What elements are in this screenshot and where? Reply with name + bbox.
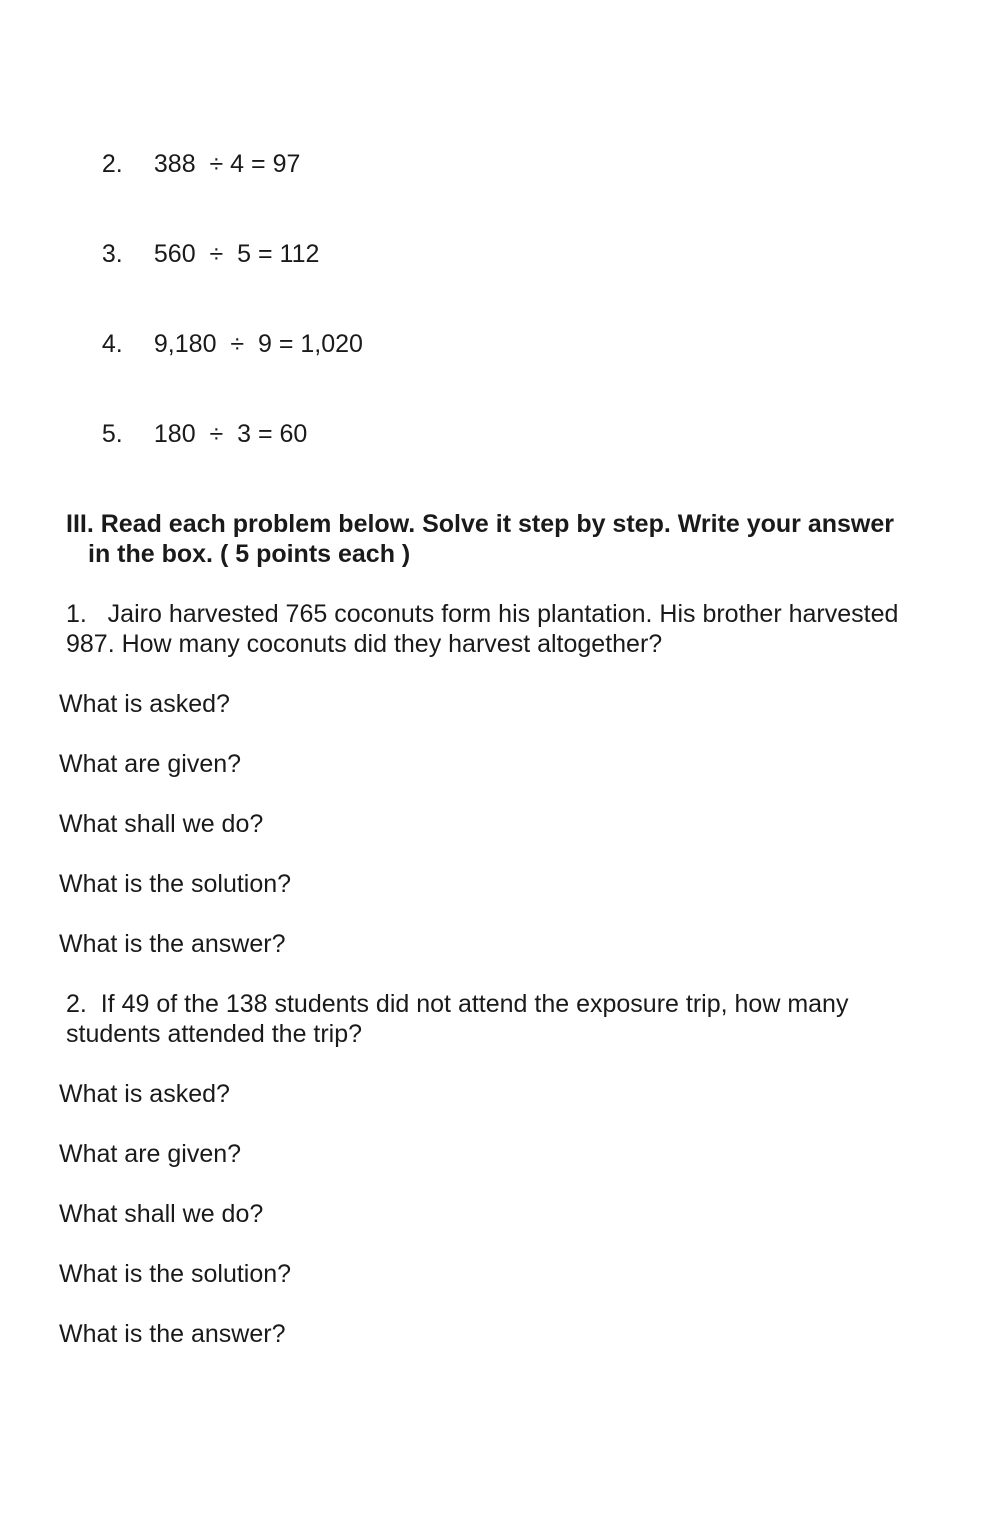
question-prompt: What is asked? (59, 690, 230, 718)
problem-statement (66, 989, 956, 1049)
item-number: 2. (101, 150, 123, 178)
question-prompt: What shall we do? (59, 810, 264, 838)
item-number: 3. (101, 240, 123, 268)
item-equation: 388 ÷ 4 = 97 (153, 150, 301, 178)
problem-line: 987. How many coconuts did they harvest altogether? (66, 630, 663, 658)
section-heading-line1: III. Read each problem below. Solve it step by step. Write your answer (66, 510, 895, 538)
item-equation: 560 ÷ 5 = 112 (153, 240, 320, 268)
problem-line: 1. Jairo harvested 765 coconuts form his plantation. His brother harvested (66, 600, 899, 628)
question-prompt: What is the answer? (59, 1320, 286, 1348)
question-prompt: What is the solution? (59, 870, 292, 898)
question-prompt: What are given? (59, 750, 242, 778)
question-prompt: What is the answer? (59, 930, 286, 958)
question-prompt: What shall we do? (59, 1200, 264, 1228)
section-heading (66, 509, 956, 569)
question-prompt: What is asked? (59, 1080, 230, 1108)
item-number: 4. (101, 330, 123, 358)
problem-statement (66, 599, 956, 659)
question-prompt: What is the solution? (59, 1260, 292, 1288)
division-item (88, 389, 307, 449)
division-item (88, 119, 300, 179)
division-item (88, 299, 363, 359)
problem-line: students attended the trip? (66, 1020, 363, 1048)
question-prompt: What are given? (59, 1140, 242, 1168)
section-heading-line2: in the box. ( 5 points each ) (88, 540, 411, 568)
item-equation: 9,180 ÷ 9 = 1,020 (153, 330, 363, 358)
item-equation: 180 ÷ 3 = 60 (153, 420, 308, 448)
item-number: 5. (101, 420, 123, 448)
problem-line: 2. If 49 of the 138 students did not attend the exposure trip, how many (66, 990, 849, 1018)
division-item (88, 209, 319, 269)
